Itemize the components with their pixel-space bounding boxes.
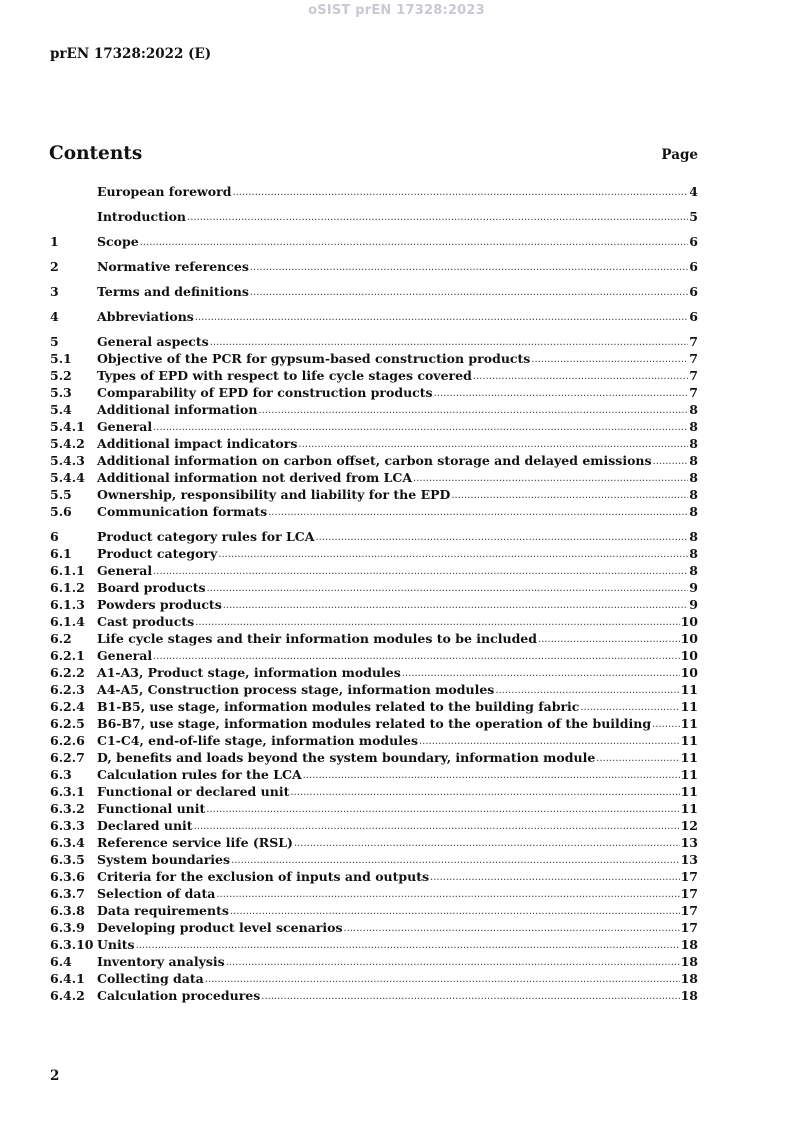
toc-entry-title[interactable]: General: [97, 419, 153, 434]
toc-entry-number: 5.6: [50, 504, 72, 519]
toc-entry[interactable]: [50, 783, 698, 800]
toc-entry[interactable]: [50, 258, 698, 275]
toc-entry-number: 6.3.9: [50, 920, 85, 935]
toc-entry-title[interactable]: Board products: [97, 580, 206, 595]
toc-dot-leader: [194, 820, 680, 834]
footer-page-number: 2: [50, 1068, 60, 1084]
toc-entry-page[interactable]: 11: [680, 699, 698, 714]
toc-entry-title[interactable]: A1-A3, Product stage, information modules: [97, 665, 401, 680]
document-id: prEN 17328:2022 (E): [50, 46, 212, 62]
toc-entry-title[interactable]: Cast products: [97, 614, 195, 629]
watermark: oSIST prEN 17328:2023: [308, 3, 485, 18]
toc-entry-title[interactable]: Abbreviations: [97, 309, 194, 324]
toc-entry-title[interactable]: System boundaries: [97, 852, 231, 867]
toc-entry-title[interactable]: European foreword: [97, 184, 232, 199]
toc-entry-page[interactable]: 7: [689, 334, 698, 349]
toc-entry-title[interactable]: Selection of data: [97, 886, 216, 901]
toc-dot-leader: [596, 752, 679, 766]
toc-entry-title[interactable]: Terms and definitions: [97, 284, 249, 299]
toc-dot-leader: [653, 455, 689, 469]
toc-entry-number: 6.2: [50, 631, 72, 646]
toc-entry-title[interactable]: Comparability of EPD for construction products: [97, 385, 433, 400]
toc-dot-leader: [531, 353, 688, 367]
toc-entry[interactable]: [50, 698, 698, 715]
toc-entry-number: 6.4: [50, 954, 72, 969]
toc-entry-page[interactable]: 8: [689, 563, 698, 578]
toc-entry-title[interactable]: General: [97, 563, 153, 578]
toc-entry-number: 6.4.1: [50, 971, 85, 986]
toc-entry[interactable]: [50, 817, 698, 834]
toc-dot-leader: [216, 888, 679, 902]
toc-entry-number: 6.2.2: [50, 665, 85, 680]
toc-dot-leader: [136, 939, 680, 953]
toc-entry-page[interactable]: 10: [680, 631, 698, 646]
toc-dot-leader: [250, 286, 688, 300]
toc-entry-page[interactable]: 18: [680, 937, 698, 952]
toc-entry[interactable]: [50, 367, 698, 384]
toc-entry[interactable]: [50, 732, 698, 749]
toc-dot-leader: [153, 421, 688, 435]
toc-entry-page[interactable]: 17: [680, 886, 698, 901]
toc-entry-title[interactable]: Powders products: [97, 597, 222, 612]
table-of-contents: [50, 183, 698, 1004]
toc-entry[interactable]: [50, 749, 698, 766]
toc-entry-title[interactable]: Calculation procedures: [97, 988, 261, 1003]
toc-entry-page[interactable]: 8: [689, 487, 698, 502]
toc-entry-page[interactable]: 10: [680, 648, 698, 663]
toc-entry-page[interactable]: 18: [680, 988, 698, 1003]
toc-entry-page[interactable]: 6: [689, 259, 698, 274]
toc-entry-page[interactable]: 11: [680, 733, 698, 748]
toc-entry-title[interactable]: A4-A5, Construction process stage, information modules: [97, 682, 495, 697]
toc-entry-page[interactable]: 11: [680, 801, 698, 816]
toc-dot-leader: [402, 667, 680, 681]
toc-entry-title[interactable]: Data requirements: [97, 903, 229, 918]
toc-entry-page[interactable]: 11: [680, 750, 698, 765]
toc-entry[interactable]: [50, 452, 698, 469]
toc-dot-leader: [218, 548, 688, 562]
toc-entry[interactable]: [50, 233, 698, 250]
page-column-label: Page: [661, 147, 698, 163]
toc-entry-page[interactable]: 10: [680, 614, 698, 629]
toc-entry[interactable]: [50, 766, 698, 783]
toc-entry-page[interactable]: 7: [689, 385, 698, 400]
toc-entry-page[interactable]: 6: [689, 234, 698, 249]
toc-entry-number: 5.4.4: [50, 470, 85, 485]
toc-entry-number: 6.2.3: [50, 682, 85, 697]
toc-dot-leader: [344, 922, 680, 936]
toc-dot-leader: [298, 438, 688, 452]
toc-entry-number: 5.4.3: [50, 453, 85, 468]
toc-entry[interactable]: [50, 333, 698, 350]
toc-entry[interactable]: [50, 613, 698, 630]
toc-dot-leader: [223, 599, 689, 613]
toc-entry-number: 3: [50, 284, 59, 299]
toc-entry-page[interactable]: 4: [689, 184, 698, 199]
toc-entry-title[interactable]: Life cycle stages and their information modules to be included: [97, 631, 538, 646]
toc-entry[interactable]: [50, 987, 698, 1004]
toc-entry-title[interactable]: Communication formats: [97, 504, 268, 519]
toc-entry-number: 6.3.5: [50, 852, 85, 867]
toc-entry[interactable]: [50, 715, 698, 732]
toc-entry[interactable]: [50, 528, 698, 545]
toc-dot-leader: [207, 582, 689, 596]
toc-entry[interactable]: [50, 401, 698, 418]
toc-dot-leader: [473, 370, 688, 384]
toc-dot-leader: [210, 336, 689, 350]
toc-dot-leader: [230, 905, 680, 919]
toc-entry-page[interactable]: 8: [689, 436, 698, 451]
toc-entry-number: 6.3.2: [50, 801, 85, 816]
toc-entry-page[interactable]: 6: [689, 309, 698, 324]
toc-entry-number: 6.3.1: [50, 784, 85, 799]
toc-entry-number: 2: [50, 259, 59, 274]
toc-entry-title[interactable]: Criteria for the exclusion of inputs and outputs: [97, 869, 430, 884]
toc-entry-page[interactable]: 17: [680, 903, 698, 918]
toc-dot-leader: [268, 506, 688, 520]
toc-entry-page[interactable]: 8: [689, 419, 698, 434]
toc-entry[interactable]: [50, 418, 698, 435]
toc-entry-page[interactable]: 8: [689, 529, 698, 544]
toc-entry-title[interactable]: Additional information on carbon offset, carbon storage and delayed emissions: [97, 453, 652, 468]
toc-entry-page[interactable]: 12: [680, 818, 698, 833]
toc-entry-page[interactable]: 9: [689, 580, 698, 595]
toc-entry[interactable]: [50, 970, 698, 987]
toc-entry[interactable]: [50, 208, 698, 225]
toc-dot-leader: [538, 633, 680, 647]
toc-entry-number: 6.1.1: [50, 563, 85, 578]
toc-entry[interactable]: [50, 868, 698, 885]
toc-entry-title[interactable]: B6-B7, use stage, information modules related to the operation of the building: [97, 716, 652, 731]
toc-dot-leader: [290, 786, 679, 800]
toc-entry[interactable]: [50, 183, 698, 200]
toc-entry[interactable]: [50, 664, 698, 681]
toc-entry-title[interactable]: Introduction: [97, 209, 187, 224]
toc-entry[interactable]: [50, 936, 698, 953]
toc-entry[interactable]: [50, 469, 698, 486]
toc-entry-title[interactable]: General: [97, 648, 153, 663]
toc-entry-title[interactable]: Objective of the PCR for gypsum-based construction products: [97, 351, 531, 366]
toc-entry-title[interactable]: Normative references: [97, 259, 249, 274]
toc-entry-page[interactable]: 18: [680, 954, 698, 969]
toc-dot-leader: [259, 404, 689, 418]
toc-entry-title[interactable]: Product category: [97, 546, 218, 561]
toc-entry-number: 4: [50, 309, 59, 324]
toc-entry-page[interactable]: 8: [689, 470, 698, 485]
toc-dot-leader: [205, 973, 680, 987]
toc-entry-number: 6.4.2: [50, 988, 85, 1003]
toc-entry-page[interactable]: 7: [689, 351, 698, 366]
toc-entry-title[interactable]: Additional information: [97, 402, 258, 417]
toc-dot-leader: [495, 684, 679, 698]
toc-entry-number: 6.2.5: [50, 716, 85, 731]
toc-entry[interactable]: [50, 902, 698, 919]
toc-entry[interactable]: [50, 435, 698, 452]
toc-dot-leader: [206, 803, 679, 817]
toc-entry-title[interactable]: Reference service life (RSL): [97, 835, 293, 850]
toc-entry-number: 6.2.1: [50, 648, 85, 663]
toc-dot-leader: [413, 472, 688, 486]
toc-entry-title[interactable]: Collecting data: [97, 971, 204, 986]
toc-entry-page[interactable]: 8: [689, 402, 698, 417]
toc-dot-leader: [303, 769, 680, 783]
toc-entry-number: 6.3.7: [50, 886, 85, 901]
toc-entry-title[interactable]: Additional information not derived from LCA: [97, 470, 413, 485]
toc-entry-page[interactable]: 5: [689, 209, 698, 224]
toc-entry-number: 5.3: [50, 385, 72, 400]
toc-dot-leader: [231, 854, 680, 868]
toc-dot-leader: [580, 701, 679, 715]
toc-entry-page[interactable]: 11: [680, 716, 698, 731]
toc-dot-leader: [195, 311, 688, 325]
toc-entry-page[interactable]: 9: [689, 597, 698, 612]
toc-entry[interactable]: [50, 503, 698, 520]
toc-entry[interactable]: [50, 308, 698, 325]
toc-dot-leader: [187, 211, 688, 225]
toc-entry-number: 6.1.4: [50, 614, 85, 629]
toc-entry-page[interactable]: 13: [680, 852, 698, 867]
toc-entry-page[interactable]: 11: [680, 784, 698, 799]
toc-entry-page[interactable]: 17: [680, 869, 698, 884]
toc-entry[interactable]: [50, 545, 698, 562]
toc-entry-number: 6.2.7: [50, 750, 85, 765]
toc-entry-number: 6.2.6: [50, 733, 85, 748]
toc-entry-page[interactable]: 18: [680, 971, 698, 986]
toc-entry-number: 6.1: [50, 546, 72, 561]
toc-entry-page[interactable]: 7: [689, 368, 698, 383]
toc-dot-leader: [294, 837, 680, 851]
toc-entry-page[interactable]: 8: [689, 453, 698, 468]
toc-entry-title[interactable]: Additional impact indicators: [97, 436, 298, 451]
toc-entry-title[interactable]: Inventory analysis: [97, 954, 225, 969]
toc-entry-page[interactable]: 8: [689, 504, 698, 519]
toc-entry[interactable]: [50, 350, 698, 367]
toc-entry-number: 6.1.2: [50, 580, 85, 595]
toc-dot-leader: [419, 735, 680, 749]
toc-entry-number: 5.5: [50, 487, 72, 502]
toc-dot-leader: [261, 990, 679, 1004]
toc-entry[interactable]: [50, 919, 698, 936]
toc-entry-page[interactable]: 17: [680, 920, 698, 935]
toc-entry[interactable]: [50, 486, 698, 503]
toc-entry-number: 6.3.8: [50, 903, 85, 918]
toc-entry[interactable]: [50, 647, 698, 664]
toc-dot-leader: [451, 489, 688, 503]
toc-entry-number: 6: [50, 529, 59, 544]
toc-entry[interactable]: [50, 630, 698, 647]
toc-entry[interactable]: [50, 834, 698, 851]
toc-entry-title[interactable]: Scope: [97, 234, 139, 249]
toc-entry[interactable]: [50, 562, 698, 579]
toc-entry-title[interactable]: B1-B5, use stage, information modules related to the building fabric: [97, 699, 580, 714]
toc-entry-title[interactable]: C1-C4, end-of-life stage, information modules: [97, 733, 418, 748]
toc-entry-page[interactable]: 11: [680, 767, 698, 782]
toc-entry-number: 5: [50, 334, 59, 349]
toc-entry-title[interactable]: Types of EPD with respect to life cycle stages covered: [97, 368, 472, 383]
toc-dot-leader: [430, 871, 680, 885]
toc-entry-page[interactable]: 6: [689, 284, 698, 299]
toc-entry-page[interactable]: 8: [689, 546, 698, 561]
toc-entry-number: 5.1: [50, 351, 72, 366]
toc-dot-leader: [153, 650, 679, 664]
toc-entry-number: 5.4: [50, 402, 72, 417]
toc-entry[interactable]: [50, 579, 698, 596]
toc-dot-leader: [315, 531, 688, 545]
toc-entry[interactable]: [50, 596, 698, 613]
toc-entry-page[interactable]: 13: [680, 835, 698, 850]
toc-entry-number: 6.3.4: [50, 835, 85, 850]
toc-entry-title[interactable]: Ownership, responsibility and liability for the EPD: [97, 487, 451, 502]
toc-entry-number: 5.4.2: [50, 436, 85, 451]
toc-entry-title[interactable]: Declared unit: [97, 818, 193, 833]
toc-dot-leader: [232, 186, 688, 200]
toc-entry-number: 6.3: [50, 767, 72, 782]
toc-entry-title[interactable]: D, benefits and loads beyond the system boundary, information module: [97, 750, 596, 765]
toc-entry-title[interactable]: Functional unit: [97, 801, 206, 816]
toc-entry[interactable]: [50, 681, 698, 698]
toc-entry-title[interactable]: Product category rules for LCA: [97, 529, 315, 544]
toc-entry-number: 5.4.1: [50, 419, 85, 434]
toc-entry-title[interactable]: Calculation rules for the LCA: [97, 767, 302, 782]
toc-entry-number: 6.2.4: [50, 699, 85, 714]
toc-entry-page[interactable]: 11: [680, 682, 698, 697]
toc-dot-leader: [434, 387, 689, 401]
toc-entry-number: 6.3.6: [50, 869, 85, 884]
toc-entry-page[interactable]: 10: [680, 665, 698, 680]
toc-entry[interactable]: [50, 851, 698, 868]
toc-entry-number: 6.1.3: [50, 597, 85, 612]
toc-entry-number: 1: [50, 234, 59, 249]
toc-dot-leader: [226, 956, 680, 970]
toc-entry-number: 5.2: [50, 368, 72, 383]
toc-dot-leader: [250, 261, 688, 275]
toc-entry-number: 6.3.10: [50, 937, 94, 952]
contents-title: Contents: [49, 143, 143, 164]
toc-entry-title[interactable]: General aspects: [97, 334, 209, 349]
toc-entry-number: 6.3.3: [50, 818, 85, 833]
toc-entry-title[interactable]: Functional or declared unit: [97, 784, 290, 799]
toc-entry[interactable]: [50, 384, 698, 401]
toc-dot-leader: [153, 565, 688, 579]
toc-entry[interactable]: [50, 283, 698, 300]
toc-dot-leader: [195, 616, 679, 630]
toc-entry[interactable]: [50, 953, 698, 970]
toc-dot-leader: [140, 236, 689, 250]
toc-entry-title[interactable]: Developing product level scenarios: [97, 920, 343, 935]
toc-entry[interactable]: [50, 885, 698, 902]
toc-entry-title[interactable]: Units: [97, 937, 135, 952]
toc-dot-leader: [652, 718, 679, 732]
toc-entry[interactable]: [50, 800, 698, 817]
